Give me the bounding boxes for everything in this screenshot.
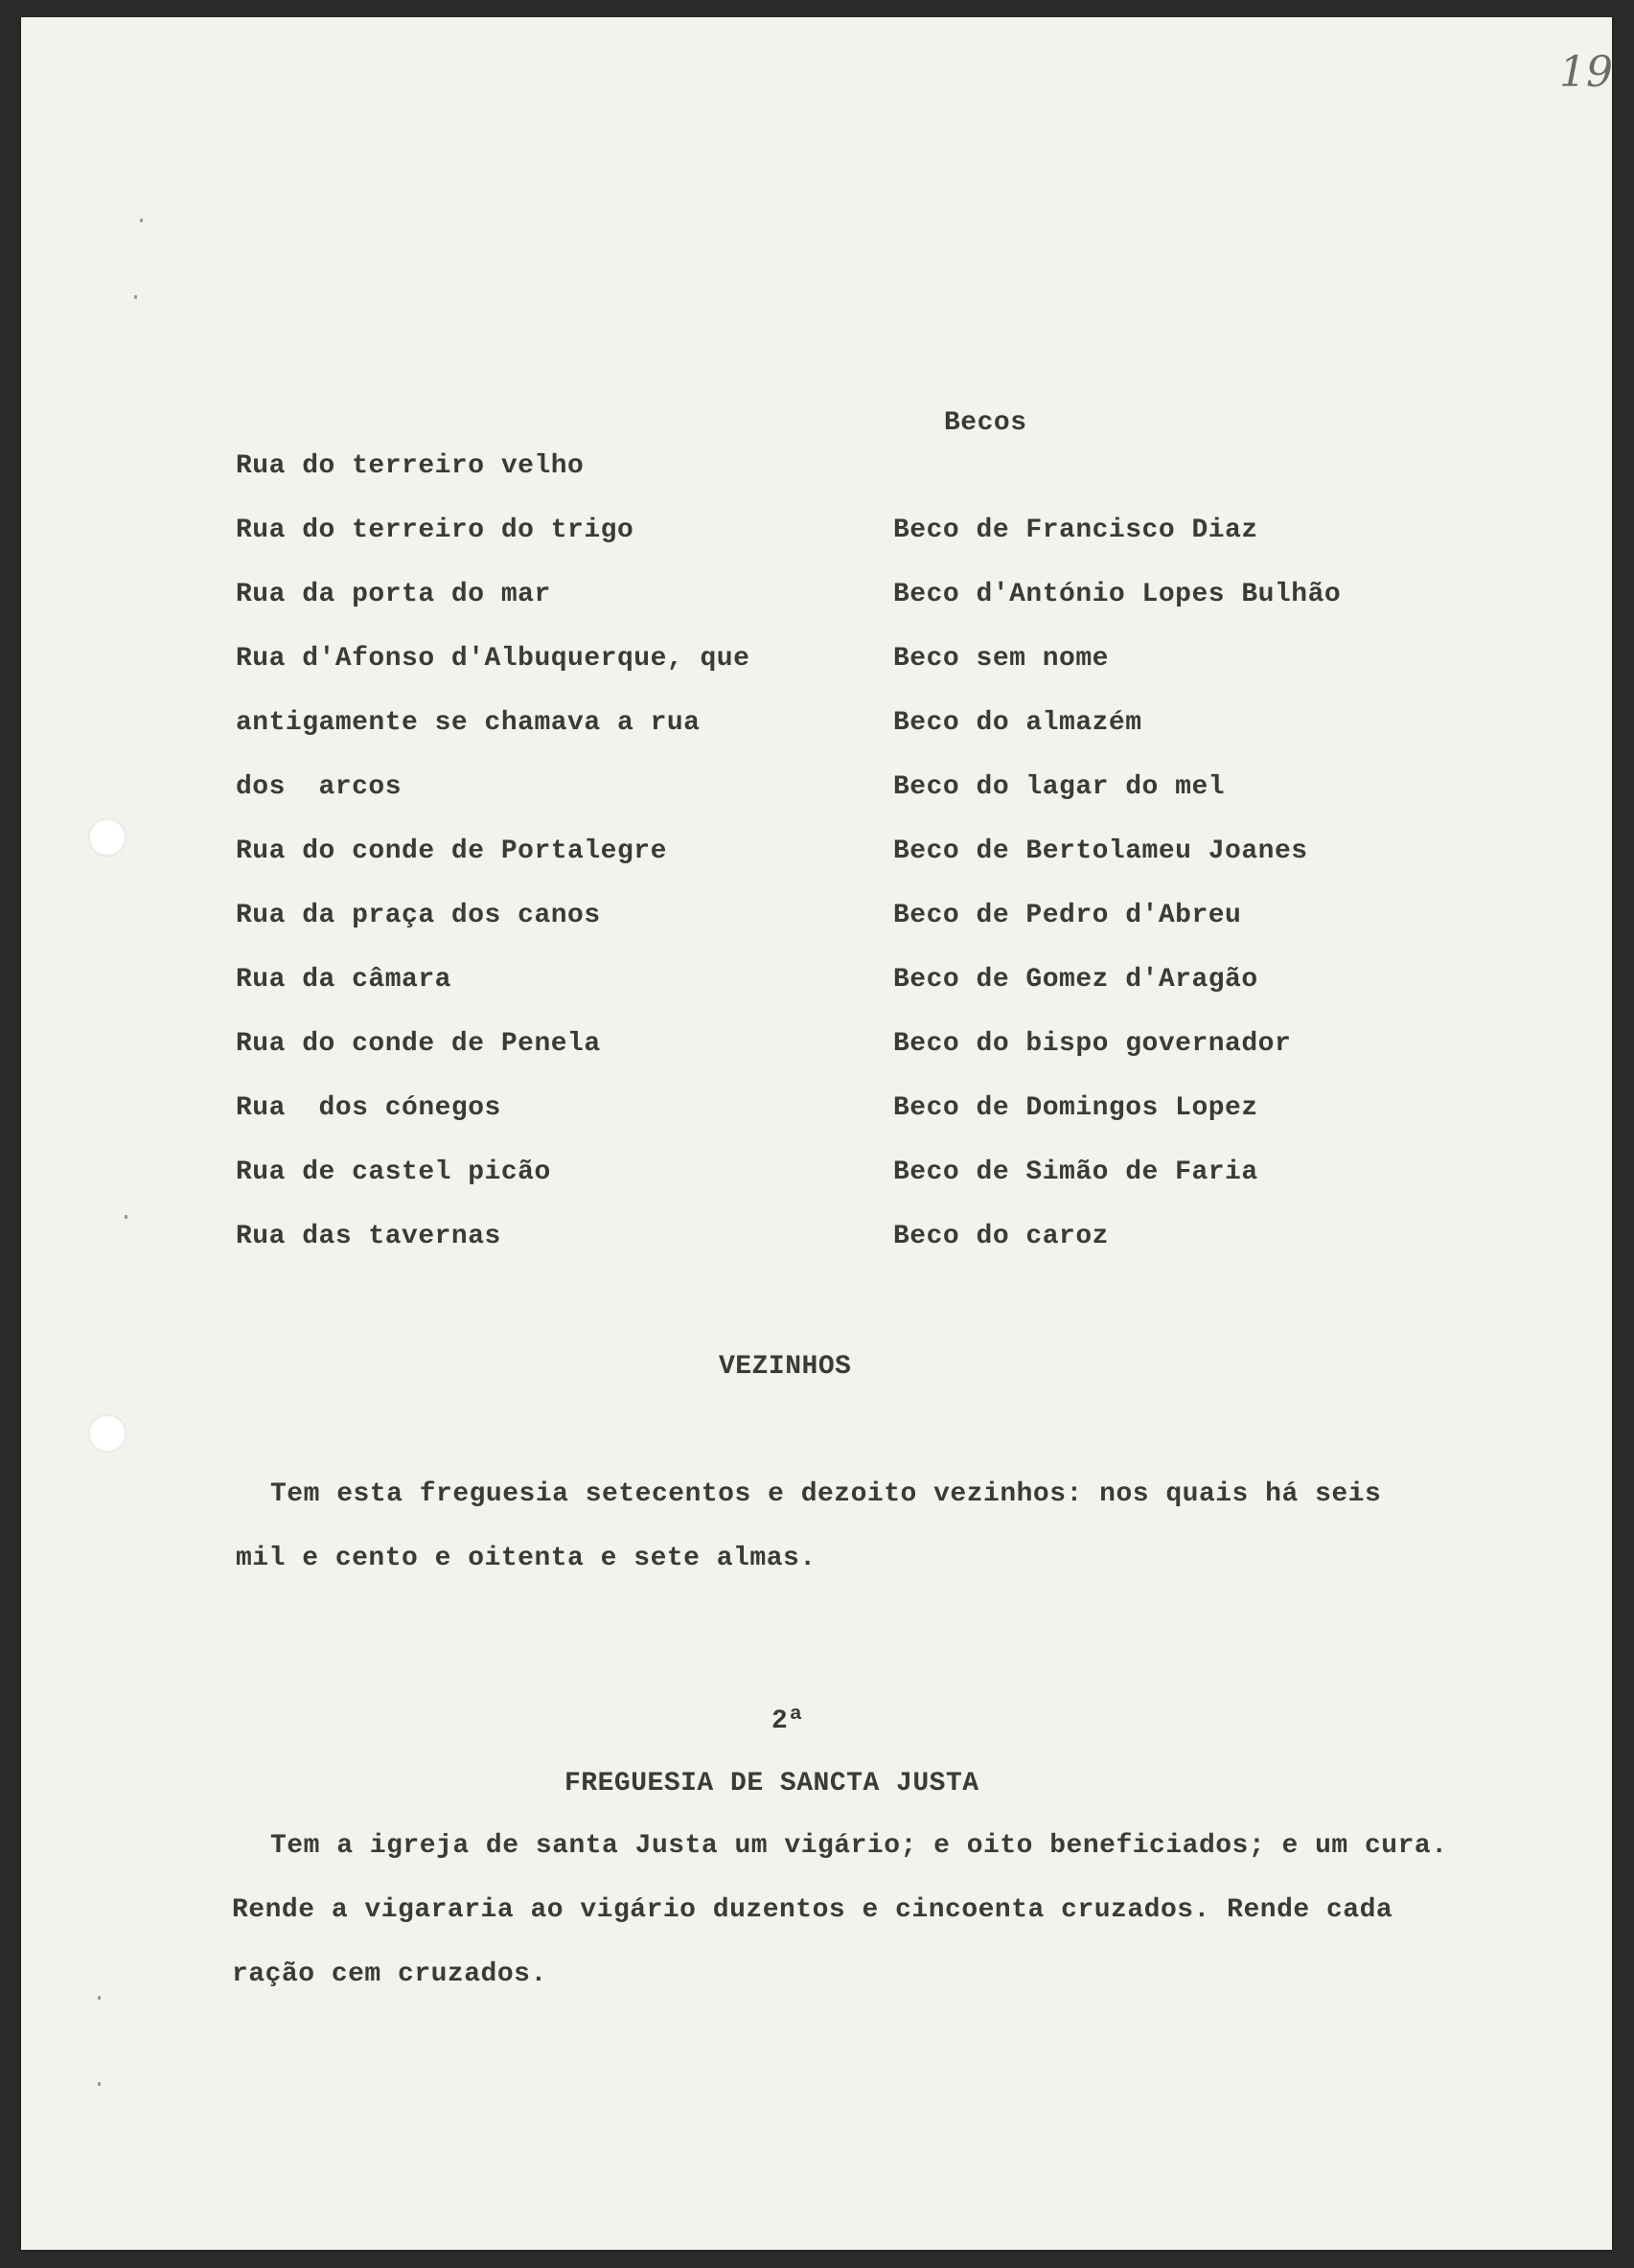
punch-hole-bottom xyxy=(88,1414,127,1453)
paragraph-line: Tem esta freguesia setecentos e dezoito vezinhos: nos quais há seis xyxy=(270,1479,1382,1509)
list-item: Rua da porta do mar xyxy=(236,580,551,609)
list-item: Rua d'Afonso d'Albuquerque, que xyxy=(236,644,750,674)
paper-speck xyxy=(98,1996,101,2000)
list-item: dos arcos xyxy=(236,772,403,802)
document-page xyxy=(21,17,1612,2250)
list-item: Rua das tavernas xyxy=(236,1222,501,1251)
list-item: Beco do lagar do mel xyxy=(893,772,1226,802)
paragraph-line: Rende a vigararia ao vigário duzentos e cincoenta cruzados. Rende cada xyxy=(232,1895,1393,1925)
list-item: Rua da praça dos canos xyxy=(236,901,601,930)
vezinhos-heading: VEZINHOS xyxy=(719,1352,852,1382)
list-item: Rua do conde de Penela xyxy=(236,1029,601,1059)
list-item: Beco de Pedro d'Abreu xyxy=(893,901,1242,930)
paragraph-line: ração cem cruzados. xyxy=(232,1959,547,1989)
paragraph-line: mil e cento e oitenta e sete almas. xyxy=(236,1544,817,1573)
list-item: Beco do bispo governador xyxy=(893,1029,1292,1059)
list-item: Beco de Simão de Faria xyxy=(893,1157,1258,1187)
list-item: antigamente se chamava a rua xyxy=(236,708,701,738)
list-item: Beco sem nome xyxy=(893,644,1109,674)
paragraph-line: Tem a igreja de santa Justa um vigário; e oito beneficiados; e um cura. xyxy=(270,1831,1448,1861)
section-number: 2ª xyxy=(771,1707,805,1736)
paper-speck xyxy=(125,1215,127,1219)
list-item: Beco do almazém xyxy=(893,708,1142,738)
becos-heading: Becos xyxy=(944,408,1027,438)
paper-speck xyxy=(134,295,137,299)
list-item: Beco de Domingos Lopez xyxy=(893,1093,1258,1123)
punch-hole-top xyxy=(88,818,127,857)
list-item: Beco de Gomez d'Aragão xyxy=(893,965,1258,995)
list-item: Rua da câmara xyxy=(236,965,451,995)
list-item: Rua do conde de Portalegre xyxy=(236,836,667,866)
list-item: Rua do terreiro velho xyxy=(236,451,585,481)
list-item: Rua de castel picão xyxy=(236,1157,551,1187)
list-item: Beco d'António Lopes Bulhão xyxy=(893,580,1342,609)
list-item: Rua do terreiro do trigo xyxy=(236,515,634,545)
page-number: 19 xyxy=(1559,48,1613,97)
list-item: Beco do caroz xyxy=(893,1222,1109,1251)
section-title: FREGUESIA DE SANCTA JUSTA xyxy=(564,1769,979,1798)
list-item: Beco de Bertolameu Joanes xyxy=(893,836,1308,866)
list-item: Beco de Francisco Diaz xyxy=(893,515,1258,545)
paper-speck xyxy=(98,2082,101,2086)
paper-speck xyxy=(140,218,143,222)
list-item: Rua dos cónegos xyxy=(236,1093,501,1123)
